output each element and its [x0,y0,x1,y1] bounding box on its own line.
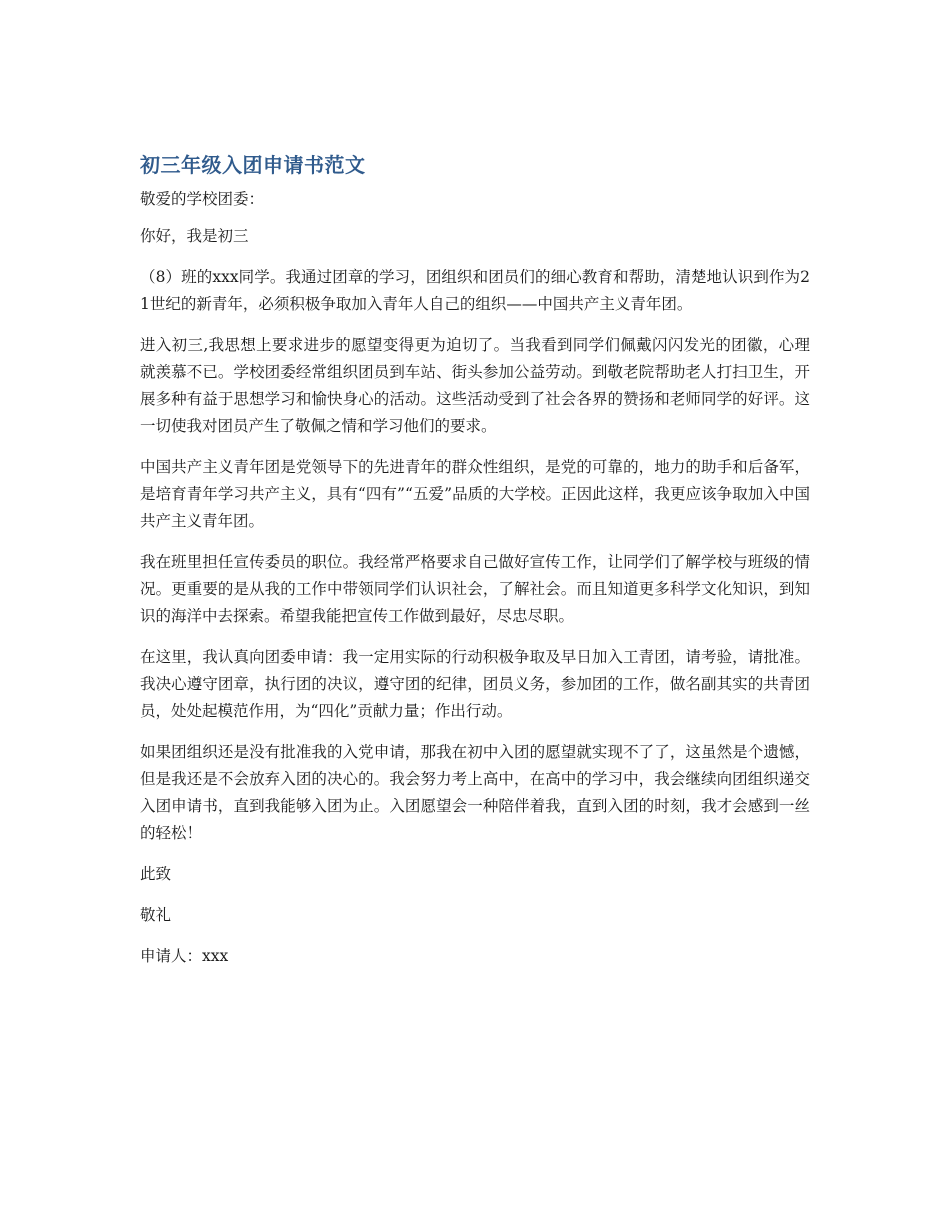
paragraph-intro: （8）班的xxx同学。我通过团章的学习，团组织和团员们的细心教育和帮助，清楚地认识到作为21世纪的新青年，必须积极争取加入青年人自己的组织——中国共产主义青年团。 [140,268,810,313]
salutation: 敬爱的学校团委： [140,190,265,208]
paragraph-greeting: 你好，我是初三 [140,227,249,245]
document-page [140,150,810,984]
paragraph-role: 我在班里担任宣传委员的职位。我经常严格要求自己做好宣传工作，让同学们了解学校与班级的情况。更重要的是从我的工作中带领同学们认识社会，了解社会。而且知道更多科学文化知识，到知识的海洋中去探索。希望我能把宣传工作做到最好，尽忠尽职。 [140,553,810,625]
closing-greeting: 此致 [140,865,172,883]
document-title: 初三年级入团申请书范文 [140,153,366,177]
paragraph-determination: 如果团组织还是没有批准我的入党申请，那我在初中入团的愿望就实现不了了，这虽然是个遗憾，但是我还是不会放弃入团的决心的。我会努力考上高中，在高中的学习中，我会继续向团组织递交入团申请书，直到我能够入团为止。入团愿望会一种陪伴着我，直到入团的时刻，我才会感到一丝的轻松！ [140,743,810,842]
paragraph-league-description: 中国共产主义青年团是党领导下的先进青年的群众性组织，是党的可靠的，地力的助手和后备军，是培育青年学习共产主义，具有“四有”“五爱”品质的大学校。正因此这样，我更应该争取加入中国共产主义青年团。 [140,458,810,530]
signature: 申请人：xxx [140,947,229,965]
paragraph-motivation: 进入初三,我思想上要求进步的愿望变得更为迫切了。当我看到同学们佩戴闪闪发光的团徽，心理就羡慕不已。学校团委经常组织团员到车站、街头参加公益劳动。到敬老院帮助老人打扫卫生，开展多种有益于思想学习和愉快身心的活动。这些活动受到了社会各界的赞扬和老师同学的好评。这一切使我对团员产生了敬佩之情和学习他们的要求。 [140,336,810,435]
closing-salute: 敬礼 [140,906,172,924]
paragraph-application: 在这里，我认真向团委申请：我一定用实际的行动积极争取及早日加入工青团，请考验，请批准。我决心遵守团章，执行团的决议，遵守团的纪律，团员义务，参加团的工作，做名副其实的共青团员，处处起模范作用，为“四化”贡献力量；作出行动。 [140,648,810,720]
